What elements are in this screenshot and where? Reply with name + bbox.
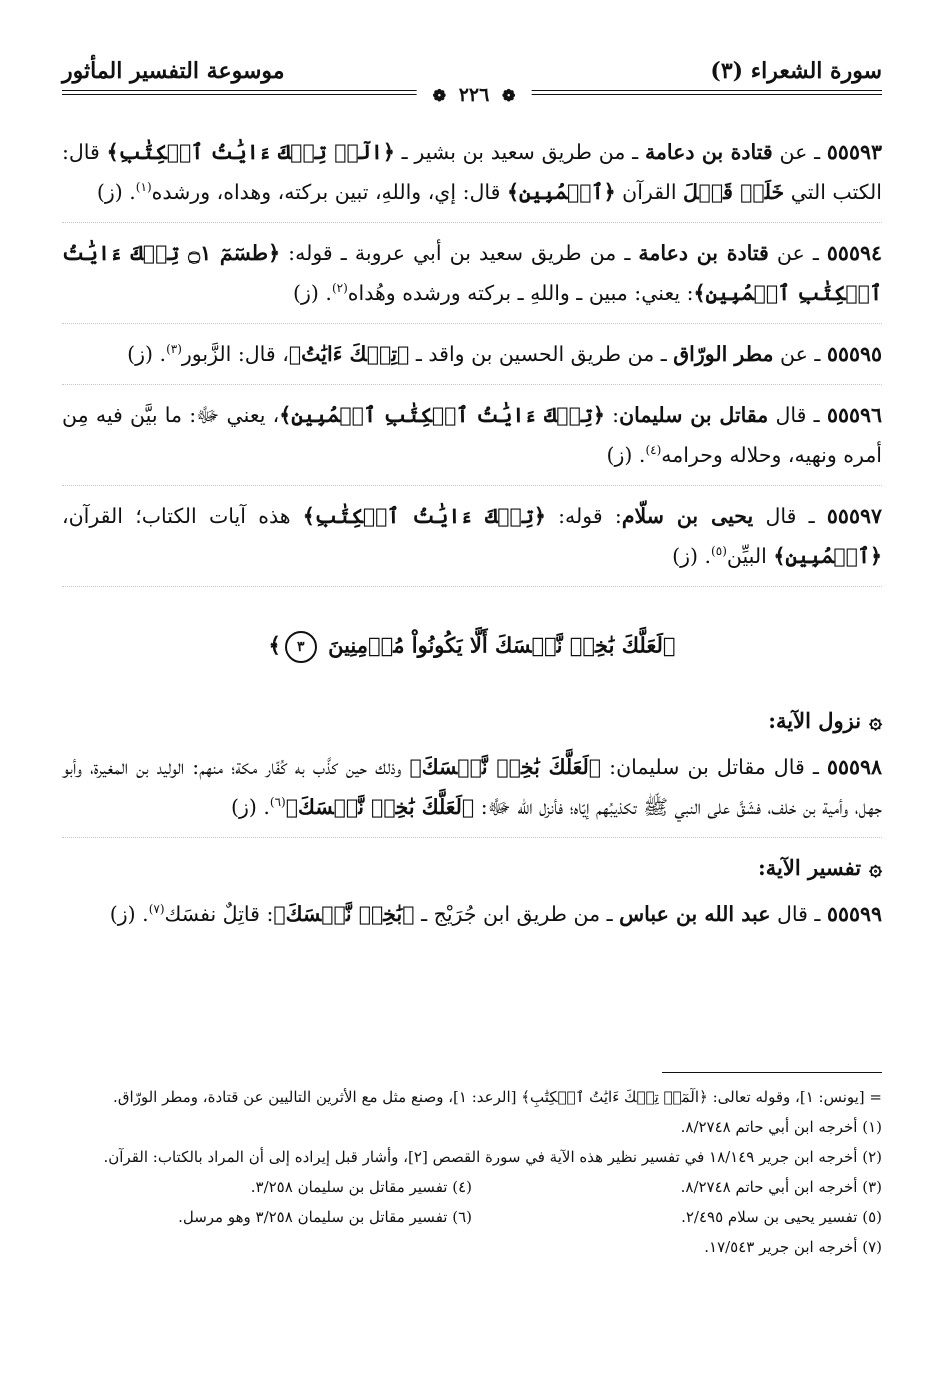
footnote-ref: (٧) (148, 902, 165, 917)
entry-text: ـ من طريق ابن جُرَيْج ـ (414, 902, 620, 926)
entry-text: ، يعني ﷻ: ما بيَّن فيه مِن أمره ونهيه، وحلاله وحرامه (62, 403, 882, 467)
entry-paragraph (62, 334, 882, 385)
star-ornament-icon: ۞ (869, 855, 882, 881)
emphasis-text: ﴿الٓرۚ تِلۡكَ ءَايَٰتُ ٱلۡكِتَٰبِ﴾ (106, 140, 395, 164)
entry-paragraph (62, 233, 882, 324)
footnote-continuation: = [يونس: ١]، وقوله تعالى: ﴿الٓمٓرۚ تِلۡكَ ءَايَٰتُ ٱلۡكِتَٰبِ﴾ [الرعد: ١]، وصنع مثل مع الأثرين التاليين عن قتادة، ومطر الورّاق. (113, 1088, 882, 1106)
section-title: نزول الآية: (768, 708, 862, 733)
entry-text: البيِّن (726, 544, 774, 568)
emphasis-text: قتادة بن دعامة (638, 241, 769, 265)
entry-text: . (ز) (672, 544, 712, 568)
star-ornament-icon: ۞ (869, 708, 882, 734)
entry-text: : قوله: (545, 504, 622, 528)
page-number-block (417, 84, 532, 106)
footnote-ref: (٦) (269, 795, 286, 810)
section-heading-tafsir (62, 848, 882, 888)
footnote-3: (٣) أخرجه ابن أبي حاتم ٨/٢٧٤٨. (680, 1178, 882, 1196)
surah-title: سورة الشعراء (٣) (710, 58, 882, 84)
main-text (62, 132, 882, 954)
footnote-divider (662, 1072, 882, 1073)
quran-verse (62, 631, 882, 663)
emphasis-text: يحيى بن سلّام (621, 504, 754, 528)
ayah-number-icon: ٣ (285, 631, 317, 663)
entry-text: : يعني: مبين ـ واللهِ ـ بركته ورشده وهُداه (347, 281, 694, 305)
entry-text: ـ عن (772, 140, 827, 164)
entry-text: . (ز) (230, 795, 270, 819)
entry-text: . (ز) (293, 281, 332, 305)
entry-text: ـ عن (768, 241, 827, 265)
emphasis-text: قتادة بن دعامة (644, 140, 773, 164)
entry-text: وذلك حين كذَّب به كُفّار مكة؛ منهم: الوليد بن المغيرة، وأبو جهل، وأمية بن خلف، فشَقَّ على النبي ﷺ تكذيبُهم إيّاه؛ فأنزل الله ﷻ: (62, 755, 882, 819)
verse-text: ﴿لَعَلَّكَ بَٰخِعٞ نَّفۡسَكَ أَلَّا يَكُونُواْ مُؤۡمِنِينَ (328, 632, 676, 658)
entry-text: هذه آيات الكتاب؛ القرآن، (62, 504, 303, 528)
emphasis-text: ﴿تِلۡكَ ءَايَٰتُ﴾ (288, 342, 410, 366)
footnote-row (62, 1172, 882, 1202)
entry-text: قال: إي، واللهِ، تبين بركته، وهداه، ورشده (151, 180, 507, 204)
footnote-6: (٦) تفسير مقاتل بن سليمان ٣/٢٥٨ وهو مرسل. (178, 1208, 472, 1226)
footnote-2: (٢) أخرجه ابن جرير ١٨/١٤٩ في تفسير نظير هذه الآية في سورة القصص [٢]، وأشار قبل إيراده إلى أن المراد بالكتاب: القرآن. (103, 1148, 882, 1166)
footnote-ref: (١) (135, 180, 152, 195)
entry-text: ـ قال (770, 902, 827, 926)
entry-text: القرآن (615, 180, 684, 204)
emphasis-text: عبد الله بن عباس (619, 902, 771, 926)
emphasis-text: ﴿ٱلۡمُبِينِ﴾ (773, 544, 882, 568)
section-title: تفسير الآية: (758, 855, 862, 880)
entry-text: . (ز) (127, 342, 167, 366)
footnote-1: (١) أخرجه ابن أبي حاتم ٨/٢٧٤٨. (680, 1118, 882, 1136)
entry-text: : (604, 403, 620, 427)
entry-text: ، قال: الزَّبور (181, 342, 289, 366)
entry-paragraph (62, 747, 882, 838)
page-number: ٢٢٦ (458, 84, 490, 106)
footnote-ref: (٥) (711, 544, 727, 559)
entry-number: ٥٥٥٩٣ (826, 140, 882, 164)
footnote-row (62, 1202, 882, 1232)
emphasis-text: ﴿ٱلۡمُبِينِ﴾ (506, 180, 616, 204)
entry-paragraph (62, 132, 882, 223)
entry-text: . (ز) (96, 180, 136, 204)
emphasis-text: ﴿تِلۡكَ ءَايَٰتُ ٱلۡكِتَٰبِ ٱلۡمُبِينِ﴾ (279, 403, 605, 427)
verse-close: ﴾ (268, 632, 281, 658)
entry-text: ـ من طريق الحسين بن واقد ـ (409, 342, 674, 366)
entry-number: ٥٥٥٩٥ (826, 342, 882, 366)
footnote-5: (٥) تفسير يحيى بن سلام ٢/٤٩٥. (681, 1208, 882, 1226)
entry-text: ـ من طريق سعيد بن بشير ـ (394, 140, 645, 164)
entry-text: ـ قال مقاتل بن سليمان: (601, 755, 827, 779)
emphasis-text: مقاتل بن سليمان (619, 403, 769, 427)
entry-text: ـ قال (753, 504, 827, 528)
entry-number: ٥٥٥٩٩ (826, 902, 882, 926)
emphasis-text: مطر الورّاق (673, 342, 774, 366)
emphasis-text: ﴿لَعَلَّكَ بَٰخِعٞ نَّفۡسَكَ﴾ (409, 755, 602, 779)
entry-number: ٥٥٥٩٨ (826, 755, 882, 779)
ornament-icon: ❁ (501, 86, 516, 105)
entry-text: : قاتِلٌ نفسَك (164, 902, 274, 926)
entry-text: قال: الكتب التي (62, 140, 882, 204)
ornament-icon: ❁ (432, 86, 447, 105)
entry-paragraph (62, 496, 882, 587)
entry-number: ٥٥٥٩٧ (826, 504, 882, 528)
footnote-ref: (٤) (645, 443, 662, 458)
emphasis-text: ﴿تِلۡكَ ءَايَٰتُ ٱلۡكِتَٰبِ﴾ (302, 504, 546, 528)
entries-list (62, 132, 882, 587)
footnote-4: (٤) تفسير مقاتل بن سليمان ٣/٢٥٨. (250, 1178, 472, 1196)
entry-text: . (ز) (606, 443, 646, 467)
entry-text: ـ قال (768, 403, 827, 427)
emphasis-text: خَلَتۡ قَبۡلَ (683, 180, 785, 204)
entry-number: ٥٥٥٩٦ (826, 403, 882, 427)
emphasis-text: ﴿بَٰخِعٞ نَّفۡسَكَ﴾ (273, 902, 415, 926)
entry-paragraph (62, 395, 882, 486)
section-heading-revelation (62, 701, 882, 741)
entry-text: ـ من طريق سعيد بن أبي عروبة ـ قوله: (280, 241, 639, 265)
footnotes (62, 1082, 882, 1262)
entry-text: ـ عن (773, 342, 827, 366)
emphasis-text: ﴿لَعَلَّكَ بَٰخِعٞ نَّفۡسَكَ﴾ (285, 795, 475, 819)
emphasis-text: ﴿طسٓمٓ ۝١ تِلۡكَ ءَايَٰتُ ٱلۡكِتَٰبِ ٱلۡمُبِينِ﴾ (62, 241, 882, 305)
book-title: موسوعة التفسير المأثور (62, 58, 285, 84)
footnote-ref: (٢) (331, 281, 348, 296)
entry-text: . (ز) (109, 902, 149, 926)
entry-number: ٥٥٥٩٤ (826, 241, 882, 265)
entry-paragraph (62, 894, 882, 944)
footnote-ref: (٣) (166, 342, 182, 357)
footnote-7: (٧) أخرجه ابن جرير ١٧/٥٤٣. (704, 1238, 882, 1256)
